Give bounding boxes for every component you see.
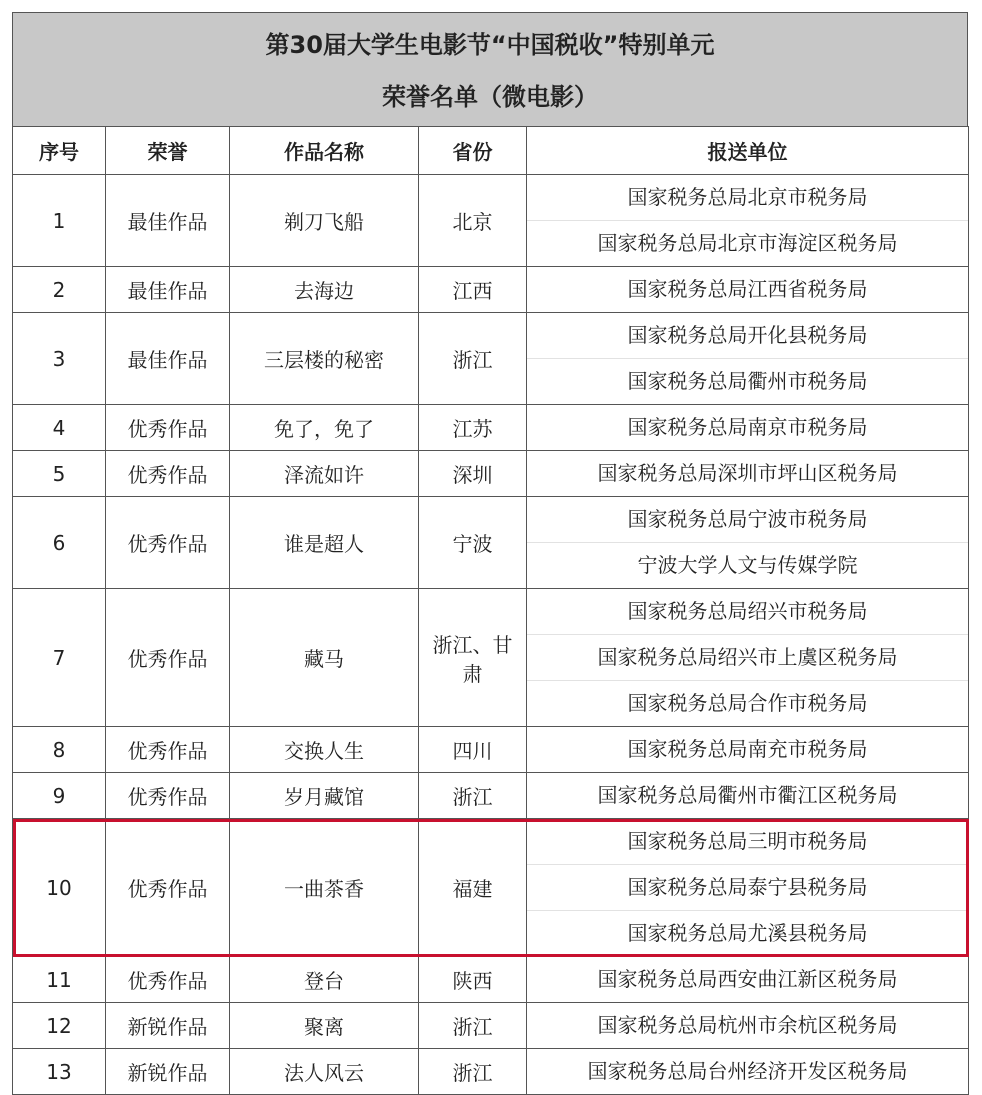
cell-unit: 国家税务总局北京市税务局 [627, 185, 868, 209]
table-row [13, 1003, 969, 1049]
cell-province: 北京 [419, 175, 527, 267]
cell-province: 陕西 [419, 957, 527, 1003]
column-header-honor: 荣誉 [106, 127, 230, 175]
cell-no: 11 [13, 957, 106, 1003]
cell-province: 浙江 [419, 313, 527, 405]
cell-unit: 国家税务总局绍兴市税务局 [627, 599, 868, 623]
cell-honor: 优秀作品 [106, 589, 230, 727]
cell-work: 谁是超人 [230, 497, 419, 589]
cell-work: 法人风云 [230, 1049, 419, 1095]
document-subtitle: 荣誉名单（微电影） [382, 83, 598, 111]
cell-province: 江苏 [419, 405, 527, 451]
cell-work: 一曲茶香 [230, 819, 419, 957]
cell-unit: 国家税务总局泰宁县税务局 [527, 864, 968, 910]
cell-units [527, 405, 969, 451]
cell-work: 免了，免了 [230, 405, 419, 451]
cell-no: 13 [13, 1049, 106, 1095]
cell-unit: 国家税务总局杭州市余杭区税务局 [597, 1013, 898, 1037]
table-header-row [13, 127, 969, 175]
cell-work: 泽流如许 [230, 451, 419, 497]
table-row [13, 175, 969, 267]
document-title: 第30届大学生电影节“中国税收”特别单元 [265, 31, 715, 59]
cell-no: 4 [13, 405, 106, 451]
cell-units [527, 313, 969, 405]
cell-honor: 新锐作品 [106, 1049, 230, 1095]
cell-unit: 国家税务总局尤溪县税务局 [527, 910, 968, 956]
cell-unit: 国家税务总局开化县税务局 [627, 323, 868, 347]
cell-work: 聚离 [230, 1003, 419, 1049]
cell-province: 浙江 [419, 773, 527, 819]
cell-no: 8 [13, 727, 106, 773]
cell-unit: 国家税务总局南充市税务局 [627, 737, 868, 761]
table-row [13, 267, 969, 313]
cell-work: 藏马 [230, 589, 419, 727]
cell-units [527, 589, 969, 727]
cell-unit: 国家税务总局三明市税务局 [627, 829, 868, 853]
cell-no: 7 [13, 589, 106, 727]
cell-no: 2 [13, 267, 106, 313]
table-row [13, 405, 969, 451]
cell-no: 6 [13, 497, 106, 589]
cell-province: 浙江 [419, 1003, 527, 1049]
cell-work: 登台 [230, 957, 419, 1003]
honor-list-document [12, 12, 968, 1095]
cell-honor: 优秀作品 [106, 451, 230, 497]
table-row [13, 727, 969, 773]
cell-units [527, 175, 969, 267]
cell-province: 深圳 [419, 451, 527, 497]
cell-unit: 国家税务总局合作市税务局 [527, 680, 968, 726]
cell-units [527, 451, 969, 497]
column-header-unit: 报送单位 [527, 127, 969, 175]
cell-work: 剃刀飞船 [230, 175, 419, 267]
cell-work: 三层楼的秘密 [230, 313, 419, 405]
cell-unit: 国家税务总局绍兴市上虞区税务局 [527, 634, 968, 680]
cell-units [527, 773, 969, 819]
table-row [13, 957, 969, 1003]
cell-units [527, 1049, 969, 1095]
column-header-province: 省份 [419, 127, 527, 175]
cell-no: 3 [13, 313, 106, 405]
honor-table [12, 126, 969, 1095]
table-row [13, 451, 969, 497]
table-row [13, 819, 969, 957]
cell-honor: 优秀作品 [106, 727, 230, 773]
cell-no: 9 [13, 773, 106, 819]
cell-units [527, 497, 969, 589]
cell-province: 浙江 [419, 1049, 527, 1095]
cell-unit: 国家税务总局西安曲江新区税务局 [597, 967, 898, 991]
cell-unit: 国家税务总局宁波市税务局 [627, 507, 868, 531]
cell-unit: 国家税务总局衢州市税务局 [527, 358, 968, 404]
cell-work: 去海边 [230, 267, 419, 313]
table-row [13, 1049, 969, 1095]
column-header-work: 作品名称 [230, 127, 419, 175]
cell-honor: 最佳作品 [106, 175, 230, 267]
cell-unit: 国家税务总局江西省税务局 [627, 277, 868, 301]
table-row [13, 773, 969, 819]
cell-province: 福建 [419, 819, 527, 957]
cell-province: 江西 [419, 267, 527, 313]
cell-no: 5 [13, 451, 106, 497]
cell-unit: 国家税务总局台州经济开发区税务局 [587, 1059, 908, 1083]
cell-unit: 国家税务总局深圳市坪山区税务局 [597, 461, 898, 485]
cell-unit: 国家税务总局北京市海淀区税务局 [527, 220, 968, 266]
table-row [13, 497, 969, 589]
cell-honor: 优秀作品 [106, 957, 230, 1003]
column-header-no: 序号 [13, 127, 106, 175]
cell-no: 12 [13, 1003, 106, 1049]
table-body [13, 175, 969, 1095]
cell-no: 1 [13, 175, 106, 267]
cell-units [527, 1003, 969, 1049]
cell-province: 浙江、甘肃 [419, 589, 527, 727]
cell-honor: 优秀作品 [106, 819, 230, 957]
cell-province: 四川 [419, 727, 527, 773]
table-row [13, 313, 969, 405]
cell-work: 岁月藏馆 [230, 773, 419, 819]
cell-province: 宁波 [419, 497, 527, 589]
cell-units [527, 957, 969, 1003]
cell-no: 10 [13, 819, 106, 957]
cell-units [527, 819, 969, 957]
cell-units [527, 727, 969, 773]
cell-unit: 国家税务总局南京市税务局 [627, 415, 868, 439]
cell-honor: 优秀作品 [106, 773, 230, 819]
cell-honor: 优秀作品 [106, 405, 230, 451]
cell-units [527, 267, 969, 313]
cell-unit: 宁波大学人文与传媒学院 [527, 542, 968, 588]
title-block [12, 12, 968, 126]
table-row [13, 589, 969, 727]
cell-honor: 最佳作品 [106, 313, 230, 405]
cell-honor: 最佳作品 [106, 267, 230, 313]
cell-honor: 新锐作品 [106, 1003, 230, 1049]
cell-work: 交换人生 [230, 727, 419, 773]
cell-honor: 优秀作品 [106, 497, 230, 589]
cell-unit: 国家税务总局衢州市衢江区税务局 [597, 783, 898, 807]
